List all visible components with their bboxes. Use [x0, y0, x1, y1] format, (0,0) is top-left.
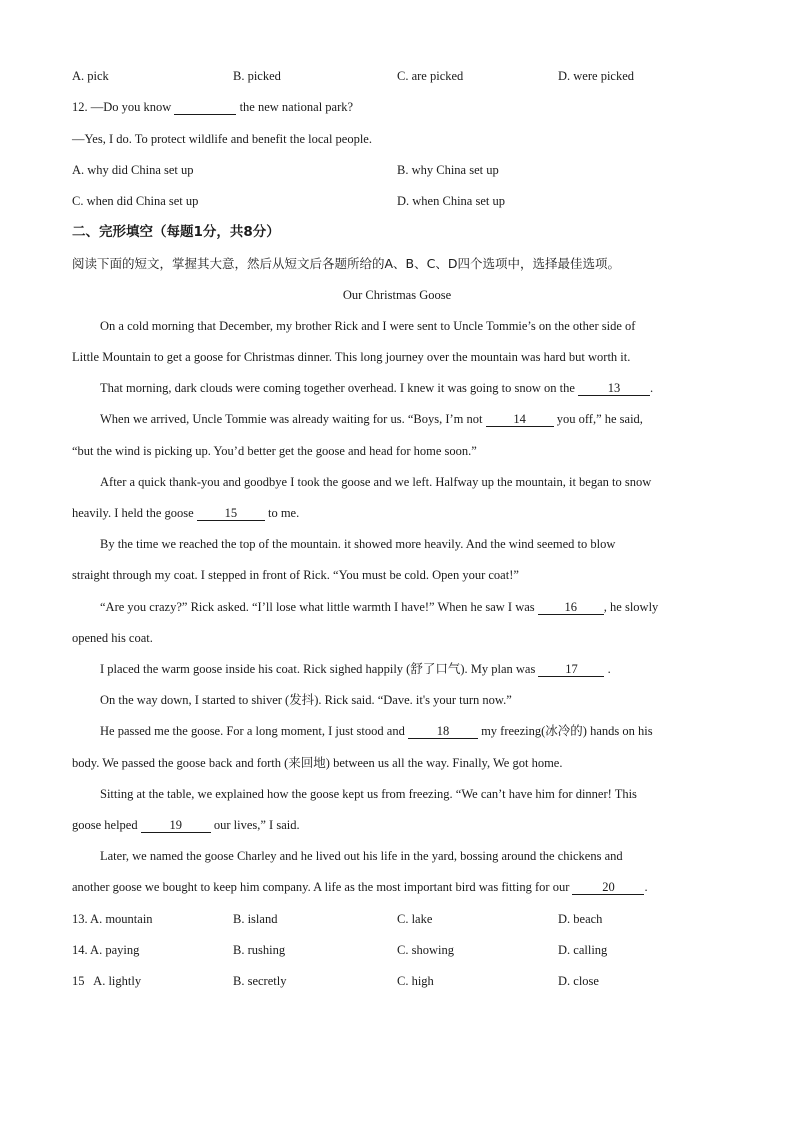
q13-option-a[interactable]: 13. A. mountain: [72, 912, 153, 926]
section-instruction: 阅读下面的短文，掌握其大意，然后从短文后各题所给的A、B、C、D四个选项中，选择最佳选项。: [72, 256, 620, 271]
passage-line: He passed me the goose. For a long moment, I just stood and 18 my freezing(冰冷的) hands on his: [100, 724, 653, 738]
q11-option-a[interactable]: A. pick: [72, 69, 109, 83]
passage-line: goose helped 19 our lives,” I said.: [72, 818, 300, 832]
q12-option-d[interactable]: D. when China set up: [397, 194, 505, 208]
passage-title: Our Christmas Goose: [342, 288, 452, 302]
passage-line: On the way down, I started to shiver (发抖). Rick said. “Dave. it's your turn now.”: [100, 693, 512, 707]
q12-option-a[interactable]: A. why did China set up: [72, 163, 194, 177]
q12-option-c[interactable]: C. when did China set up: [72, 194, 199, 208]
passage-line: After a quick thank-you and goodbye I took the goose and we left. Halfway up the mountain, it began to snow: [100, 475, 652, 489]
passage-line: Sitting at the table, we explained how the goose kept us from freezing. “We can’t have him for dinner! This: [100, 787, 637, 801]
passage-line: heavily. I held the goose 15 to me.: [72, 506, 300, 520]
blank-13[interactable]: 13: [578, 381, 650, 396]
passage-line: I placed the warm goose inside his coat. Rick sighed happily (舒了口气). My plan was 17 .: [100, 662, 611, 676]
section-title: 二、完形填空（每题1分，共8分）: [72, 224, 280, 240]
q15-option-a[interactable]: 15 A. lightly: [72, 974, 142, 988]
q15-option-c[interactable]: C. high: [397, 974, 434, 988]
passage-line: On a cold morning that December, my brother Rick and I were sent to Uncle Tommie’s on the other side of: [100, 319, 636, 333]
passage-line: another goose we bought to keep him company. A life as the most important bird was fitting for our 20 .: [72, 880, 648, 894]
q15-option-d[interactable]: D. close: [558, 974, 599, 988]
q11-option-c[interactable]: C. are picked: [397, 69, 464, 83]
q13-option-b[interactable]: B. island: [233, 912, 278, 926]
q12-response: —Yes, I do. To protect wildlife and benefit the local people.: [72, 132, 372, 146]
q15-option-b[interactable]: B. secretly: [233, 974, 287, 988]
q12-prompt: 12. —Do you know the new national park?: [72, 100, 354, 114]
q11-option-b[interactable]: B. picked: [233, 69, 281, 83]
q12-option-b[interactable]: B. why China set up: [397, 163, 499, 177]
q14-option-c[interactable]: C. showing: [397, 943, 454, 957]
blank-16[interactable]: 16: [538, 600, 604, 615]
passage-line: “Are you crazy?” Rick asked. “I’ll lose what little warmth I have!” When he saw I was 16 , he slowly: [100, 600, 659, 614]
passage-line: opened his coat.: [72, 631, 153, 645]
q14-option-a[interactable]: 14. A. paying: [72, 943, 140, 957]
q13-option-c[interactable]: C. lake: [397, 912, 433, 926]
blank-19[interactable]: 19: [141, 818, 211, 833]
passage-line: “but the wind is picking up. You’d better get the goose and head for home soon.”: [72, 444, 477, 458]
blank-17[interactable]: 17: [538, 662, 604, 677]
blank-18[interactable]: 18: [408, 724, 478, 739]
blank-20[interactable]: 20: [572, 880, 644, 895]
passage-line: Later, we named the goose Charley and he lived out his life in the yard, bossing around the chickens and: [100, 849, 623, 863]
passage-line: Little Mountain to get a goose for Christmas dinner. This long journey over the mountain was hard but worth it.: [72, 350, 631, 364]
blank-14[interactable]: 14: [486, 412, 554, 427]
passage-line: When we arrived, Uncle Tommie was already waiting for us. “Boys, I’m not 14 you off,” he said,: [100, 412, 643, 426]
q12-blank: [174, 100, 236, 115]
passage-line: That morning, dark clouds were coming together overhead. I knew it was going to snow on the 13 .: [100, 381, 654, 395]
q11-option-d[interactable]: D. were picked: [558, 69, 635, 83]
q13-option-d[interactable]: D. beach: [558, 912, 603, 926]
passage-line: straight through my coat. I stepped in front of Rick. “You must be cold. Open your coat!”: [72, 568, 519, 582]
blank-15[interactable]: 15: [197, 506, 265, 521]
q14-option-b[interactable]: B. rushing: [233, 943, 286, 957]
passage-line: body. We passed the goose back and forth (来回地) between us all the way. Finally, We got home.: [72, 756, 563, 770]
q14-option-d[interactable]: D. calling: [558, 943, 608, 957]
passage-line: By the time we reached the top of the mountain. it showed more heavily. And the wind seemed to blow: [100, 537, 616, 551]
